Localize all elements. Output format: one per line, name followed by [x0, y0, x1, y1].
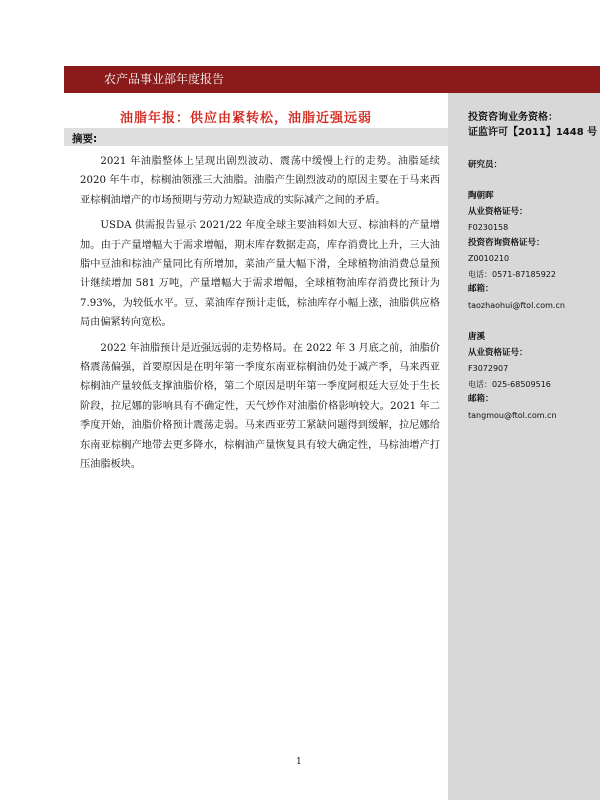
analyst-2	[468, 330, 557, 423]
analyst-1-name: 陶朝晖	[468, 191, 494, 201]
analyst-1-email[interactable]: taozhaohui@ftol.com.cn	[468, 300, 565, 310]
paragraph-2: USDA 供需报告显示 2021/22 年度全球主要油料如大豆、棕油料的产量增加。由于产量增幅大于需求增幅，期末库存数据走高，库存消费比上升，三大油脂中豆油和棕油产量同比有所增加，菜油产量大幅下滑，全球植物油消费总量预计继续增加 581 万吨，产量增幅大于需求增幅，全球植物油库存消费比预计为 7.93%，为较低水平。豆、菜油库存预计走低，棕油库存小幅上涨，油脂供应格局由偏紧转向宽松。	[80, 220, 440, 329]
paragraph-3: 2022 年油脂预计是近强远弱的走势格局。在 2022 年 3 月底之前，油脂价格震荡偏强，首要原因是在明年第一季度东南亚棕榈油仍处于减产季，马来西亚棕榈油产量较低支撑油脂价格，第二个原因是明年第一季度阿根廷大豆处于生长阶段，拉尼娜的影响具有不确定性，天气炒作对油脂价格影响较大。2021 年二季度开始，油脂价格预计震荡走弱。马来西亚劳工紧缺问题得到缓解，拉尼娜给东南亚棕榈产地带去更多降水，棕榈油产量恢复具有较大确定性，马棕油增产打压油脂板块。	[80, 342, 440, 471]
paragraph-1: 2021 年油脂整体上呈现出剧烈波动、震荡中缓慢上行的走势。油脂延续 2020 年牛市，棕榈油领涨三大油脂。油脂产生剧烈波动的原因主要在于马来西亚棕榈油增产的市场预期与劳动力短缺造成的实际减产之间的矛盾。	[80, 156, 440, 206]
analyst-1	[468, 189, 565, 313]
analyst-2-cert: F3072907	[468, 364, 509, 373]
analyst-2-email[interactable]: tangmou@ftol.com.cn	[468, 410, 557, 420]
researcher-label: 研究员：	[468, 160, 503, 170]
analyst-1-consult-label: 投资咨询资格证号：	[468, 237, 545, 248]
header-title: 农产品事业部年度报告	[104, 72, 225, 86]
analyst-2-email-label: 邮箱：	[468, 394, 494, 404]
analyst-1-phone: 电话：0571-87185922	[468, 269, 556, 279]
license-number: 证监许可【2011】1448 号	[468, 127, 598, 138]
researcher-block	[468, 158, 502, 174]
analyst-1-cert-label: 从业资格证号：	[468, 206, 528, 217]
qualification-title: 投资咨询业务资格：	[468, 112, 558, 123]
analyst-2-name: 唐溪	[468, 332, 486, 342]
qualification-block	[468, 110, 597, 140]
analyst-2-cert-label: 从业资格证号：	[468, 347, 528, 358]
analyst-1-email-label: 邮箱：	[468, 284, 494, 294]
analyst-1-consult: Z0010210	[468, 254, 510, 263]
abstract-label: 摘要:	[72, 133, 98, 145]
page-number: 1	[296, 757, 302, 767]
analyst-2-phone: 电话：025-68509516	[468, 379, 551, 389]
abstract-bar	[64, 128, 448, 146]
report-title: 油脂年报：供应由紧转松，油脂近强远弱	[120, 111, 373, 126]
analyst-1-cert: F0230158	[468, 223, 509, 232]
abstract-body	[80, 152, 440, 481]
